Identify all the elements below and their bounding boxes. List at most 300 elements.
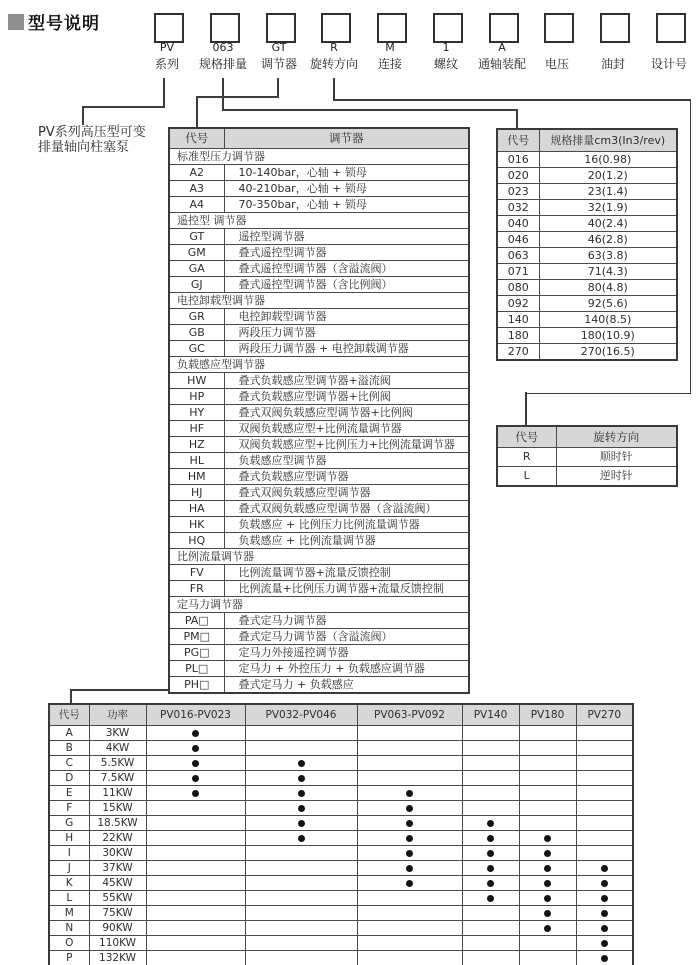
availability-cell-empty [462, 906, 519, 921]
availability-dot-icon [487, 865, 494, 872]
availability-dot-icon [544, 850, 551, 857]
availability-dot-icon [544, 880, 551, 887]
connector-line [222, 78, 224, 111]
power-value: 90KW [89, 921, 146, 936]
regulator-row [169, 629, 469, 645]
displacement-row [497, 248, 677, 264]
regulator-description: 两段压力调节器 + 电控卸载调节器 [224, 341, 469, 357]
power-code: D [49, 771, 89, 786]
power-row [49, 906, 633, 921]
regulator-description: 比例流量调节器+流量反馈控制 [224, 565, 469, 581]
availability-cell-marked [357, 831, 462, 846]
power-code: I [49, 846, 89, 861]
displacement-row-code: 071 [497, 264, 539, 280]
regulator-row [169, 229, 469, 245]
availability-cell-empty [357, 756, 462, 771]
regulator-row [169, 421, 469, 437]
model-code-value: GT [271, 41, 287, 54]
availability-cell-marked [357, 861, 462, 876]
connector-line [163, 78, 165, 108]
regulator-description: 双阀负载感应型+比例压力+比例流量调节器 [224, 437, 469, 453]
model-code-label: 电压 [544, 57, 570, 71]
displacement-row-code: 063 [497, 248, 539, 264]
regulator-description: 定马力外接遥控调节器 [224, 645, 469, 661]
displacement-row-code: 023 [497, 184, 539, 200]
regulator-code: HM [169, 469, 224, 485]
regulator-row [169, 389, 469, 405]
availability-cell-marked [245, 831, 357, 846]
regulator-description: 负载感应 + 比例流量调节器 [224, 533, 469, 549]
availability-cell-marked [462, 891, 519, 906]
column-header: 代号 [497, 426, 556, 448]
connector-line [690, 99, 692, 394]
power-code: L [49, 891, 89, 906]
availability-cell-marked [357, 846, 462, 861]
model-code-label: 设计号 [650, 57, 688, 71]
availability-cell-marked [357, 876, 462, 891]
displacement-row [497, 280, 677, 296]
availability-cell-empty [357, 906, 462, 921]
availability-dot-icon [487, 880, 494, 887]
model-code-box-5 [377, 13, 407, 43]
power-row [49, 756, 633, 771]
regulator-row [169, 197, 469, 213]
availability-cell-marked [519, 846, 576, 861]
availability-cell-marked [576, 861, 633, 876]
availability-dot-icon [601, 955, 608, 962]
availability-dot-icon [298, 760, 305, 767]
availability-dot-icon [487, 850, 494, 857]
column-header: 规格排量cm3(In3/rev) [539, 129, 677, 152]
rotation-row [497, 467, 677, 487]
availability-cell-empty [519, 786, 576, 801]
regulator-row [169, 341, 469, 357]
regulator-row [169, 565, 469, 581]
power-table [48, 703, 634, 965]
displacement-row-code: 092 [497, 296, 539, 312]
regulator-section-label: 电控卸载型调节器 [169, 293, 469, 309]
availability-cell-marked [245, 771, 357, 786]
regulator-code: PL□ [169, 661, 224, 677]
connector-line [516, 109, 518, 129]
power-value: 37KW [89, 861, 146, 876]
availability-cell-marked [462, 846, 519, 861]
availability-cell-empty [146, 951, 245, 965]
displacement-row-value: 20(1.2) [539, 168, 677, 184]
regulator-description: 叠式负载感应型调节器+溢流阀 [224, 373, 469, 389]
power-value: 22KW [89, 831, 146, 846]
regulator-row [169, 597, 469, 613]
regulator-code: HP [169, 389, 224, 405]
availability-cell-empty [245, 861, 357, 876]
regulator-code: A2 [169, 165, 224, 181]
displacement-row [497, 312, 677, 328]
power-value: 3KW [89, 726, 146, 741]
regulator-row [169, 261, 469, 277]
power-value: 110KW [89, 936, 146, 951]
model-code-value: R [330, 41, 338, 54]
displacement-row [497, 184, 677, 200]
model-code-label: 规格排量 [198, 57, 248, 71]
regulator-section-label: 比例流量调节器 [169, 549, 469, 565]
displacement-row-value: 140(8.5) [539, 312, 677, 328]
regulator-description: 叠式双阀负载感应型调节器（含溢流阀） [224, 501, 469, 517]
regulator-description: 叠式遥控型调节器 [224, 245, 469, 261]
displacement-row-value: 40(2.4) [539, 216, 677, 232]
availability-dot-icon [487, 835, 494, 842]
rotation-row-value: 逆时针 [556, 467, 677, 487]
regulator-code: GC [169, 341, 224, 357]
regulator-code: PG□ [169, 645, 224, 661]
regulator-row [169, 517, 469, 533]
title-bullet-icon [8, 14, 24, 30]
availability-cell-marked [576, 906, 633, 921]
availability-cell-empty [357, 951, 462, 965]
power-code: A [49, 726, 89, 741]
regulator-description: 叠式双阀负载感应型调节器+比例阀 [224, 405, 469, 421]
regulator-description: 40-210bar，心轴 + 锁母 [224, 181, 469, 197]
availability-cell-marked [462, 876, 519, 891]
availability-dot-icon [406, 865, 413, 872]
regulator-code: FR [169, 581, 224, 597]
regulator-code: FV [169, 565, 224, 581]
availability-cell-marked [462, 831, 519, 846]
displacement-row-code: 020 [497, 168, 539, 184]
column-header: 旋转方向 [556, 426, 677, 448]
availability-cell-marked [462, 816, 519, 831]
availability-dot-icon [192, 760, 199, 767]
regulator-row [169, 661, 469, 677]
availability-cell-empty [245, 936, 357, 951]
availability-dot-icon [544, 835, 551, 842]
column-header: PV180 [519, 704, 576, 726]
power-code: M [49, 906, 89, 921]
header-row [497, 129, 677, 152]
availability-cell-empty [146, 816, 245, 831]
availability-cell-empty [576, 846, 633, 861]
availability-cell-marked [245, 816, 357, 831]
regulator-code: PA□ [169, 613, 224, 629]
power-row [49, 816, 633, 831]
regulator-row [169, 165, 469, 181]
regulator-code: HZ [169, 437, 224, 453]
regulator-row [169, 677, 469, 694]
availability-cell-marked [576, 951, 633, 965]
availability-cell-empty [357, 921, 462, 936]
availability-cell-empty [462, 936, 519, 951]
availability-cell-empty [462, 801, 519, 816]
availability-dot-icon [601, 910, 608, 917]
connector-line [525, 393, 691, 395]
column-header: 功率 [89, 704, 146, 726]
power-value: 75KW [89, 906, 146, 921]
availability-cell-empty [146, 906, 245, 921]
power-row [49, 801, 633, 816]
regulator-description: 负载感应 + 比例压力比例流量调节器 [224, 517, 469, 533]
availability-cell-empty [462, 756, 519, 771]
regulator-section-label: 定马力调节器 [169, 597, 469, 613]
power-row [49, 831, 633, 846]
regulator-description: 两段压力调节器 [224, 325, 469, 341]
displacement-row-code: 040 [497, 216, 539, 232]
availability-cell-empty [462, 771, 519, 786]
connector-line [196, 96, 198, 128]
regulator-description: 负载感应型调节器 [224, 453, 469, 469]
header-row [497, 426, 677, 448]
regulator-row [169, 645, 469, 661]
regulator-row [169, 181, 469, 197]
rotation-row-code: R [497, 448, 556, 467]
regulator-row [169, 213, 469, 229]
power-row [49, 936, 633, 951]
availability-cell-empty [146, 936, 245, 951]
power-value: 11KW [89, 786, 146, 801]
availability-dot-icon [298, 790, 305, 797]
regulator-description: 叠式遥控型调节器（含比例阀） [224, 277, 469, 293]
displacement-row [497, 232, 677, 248]
displacement-row-value: 32(1.9) [539, 200, 677, 216]
availability-dot-icon [601, 895, 608, 902]
model-code-label: 系列 [154, 57, 180, 71]
power-code: B [49, 741, 89, 756]
displacement-table [496, 128, 678, 361]
column-header: 代号 [497, 129, 539, 152]
availability-cell-marked [245, 756, 357, 771]
availability-cell-empty [519, 936, 576, 951]
series-description-line1: PV系列高压型可变 [38, 125, 146, 140]
model-code-label: 调节器 [260, 57, 298, 71]
displacement-row-code: 032 [497, 200, 539, 216]
power-row [49, 741, 633, 756]
availability-cell-empty [576, 831, 633, 846]
availability-cell-empty [576, 756, 633, 771]
availability-cell-empty [146, 876, 245, 891]
regulator-code: GT [169, 229, 224, 245]
availability-dot-icon [601, 925, 608, 932]
displacement-row [497, 216, 677, 232]
power-code: K [49, 876, 89, 891]
availability-cell-marked [576, 921, 633, 936]
regulator-row [169, 277, 469, 293]
availability-cell-empty [519, 741, 576, 756]
power-code: H [49, 831, 89, 846]
model-code-box-3 [266, 13, 296, 43]
column-header: 代号 [49, 704, 89, 726]
availability-cell-empty [245, 921, 357, 936]
regulator-code: HK [169, 517, 224, 533]
regulator-description: 叠式遥控型调节器（含溢流阀） [224, 261, 469, 277]
regulator-description: 遥控型调节器 [224, 229, 469, 245]
availability-cell-empty [357, 771, 462, 786]
rotation-table [496, 425, 678, 487]
power-value: 15KW [89, 801, 146, 816]
rotation-row-code: L [497, 467, 556, 487]
availability-cell-marked [245, 786, 357, 801]
availability-dot-icon [406, 820, 413, 827]
availability-cell-marked [519, 906, 576, 921]
power-code: N [49, 921, 89, 936]
displacement-row-value: 180(10.9) [539, 328, 677, 344]
model-code-value: 1 [442, 41, 450, 54]
connector-line [82, 106, 165, 108]
header-row [49, 704, 633, 726]
availability-dot-icon [601, 940, 608, 947]
availability-cell-marked [357, 801, 462, 816]
regulator-row [169, 453, 469, 469]
availability-cell-empty [519, 756, 576, 771]
availability-cell-empty [146, 801, 245, 816]
column-header: 代号 [169, 128, 224, 149]
availability-dot-icon [298, 835, 305, 842]
power-code: O [49, 936, 89, 951]
column-header: PV032-PV046 [245, 704, 357, 726]
availability-cell-empty [519, 801, 576, 816]
availability-cell-empty [245, 951, 357, 965]
model-code-label: 油封 [600, 57, 626, 71]
power-row [49, 861, 633, 876]
regulator-description: 双阀负载感应型+比例流量调节器 [224, 421, 469, 437]
availability-cell-empty [357, 741, 462, 756]
availability-cell-marked [519, 891, 576, 906]
displacement-row-code: 046 [497, 232, 539, 248]
power-code: G [49, 816, 89, 831]
model-code-label: 连接 [377, 57, 403, 71]
availability-dot-icon [298, 775, 305, 782]
availability-dot-icon [601, 865, 608, 872]
availability-dot-icon [544, 925, 551, 932]
regulator-code: PM□ [169, 629, 224, 645]
availability-cell-marked [146, 771, 245, 786]
regulator-code: A4 [169, 197, 224, 213]
availability-cell-marked [146, 741, 245, 756]
availability-dot-icon [192, 730, 199, 737]
availability-cell-marked [462, 861, 519, 876]
availability-cell-marked [519, 876, 576, 891]
regulator-row [169, 149, 469, 165]
column-header: PV270 [576, 704, 633, 726]
regulator-code: A3 [169, 181, 224, 197]
model-code-box-4 [321, 13, 351, 43]
displacement-row [497, 200, 677, 216]
rotation-row [497, 448, 677, 467]
regulator-code: HA [169, 501, 224, 517]
regulator-row [169, 485, 469, 501]
regulator-code: GM [169, 245, 224, 261]
column-header: PV063-PV092 [357, 704, 462, 726]
column-header: PV140 [462, 704, 519, 726]
availability-dot-icon [406, 805, 413, 812]
regulator-table [168, 127, 470, 694]
regulator-description: 叠式定马力 + 负载感应 [224, 677, 469, 694]
regulator-code: GJ [169, 277, 224, 293]
availability-cell-empty [245, 726, 357, 741]
availability-cell-empty [576, 771, 633, 786]
availability-cell-empty [576, 741, 633, 756]
power-code: J [49, 861, 89, 876]
availability-cell-empty [357, 726, 462, 741]
power-value: 30KW [89, 846, 146, 861]
availability-dot-icon [487, 895, 494, 902]
availability-cell-empty [519, 771, 576, 786]
availability-cell-empty [519, 816, 576, 831]
power-value: 18.5KW [89, 816, 146, 831]
displacement-row-value: 92(5.6) [539, 296, 677, 312]
regulator-row [169, 549, 469, 565]
availability-cell-empty [519, 726, 576, 741]
regulator-description: 定马力 + 外控压力 + 负载感应调节器 [224, 661, 469, 677]
displacement-row-code: 016 [497, 152, 539, 168]
header-row [169, 128, 469, 149]
connector-line [196, 96, 279, 98]
availability-dot-icon [298, 805, 305, 812]
regulator-description: 比例流量+比例压力调节器+流量反馈控制 [224, 581, 469, 597]
availability-cell-empty [462, 726, 519, 741]
availability-cell-marked [519, 861, 576, 876]
availability-cell-empty [357, 936, 462, 951]
power-code: P [49, 951, 89, 965]
availability-cell-empty [357, 891, 462, 906]
power-row [49, 891, 633, 906]
availability-cell-empty [245, 906, 357, 921]
power-value: 5.5KW [89, 756, 146, 771]
displacement-row-code: 140 [497, 312, 539, 328]
connector-line [333, 78, 335, 101]
availability-dot-icon [544, 895, 551, 902]
model-code-label: 旋转方向 [309, 57, 359, 71]
availability-dot-icon [406, 835, 413, 842]
power-value: 132KW [89, 951, 146, 965]
power-code: E [49, 786, 89, 801]
availability-dot-icon [192, 790, 199, 797]
regulator-description: 70-350bar，心轴 + 锁母 [224, 197, 469, 213]
model-code-value: A [498, 41, 506, 54]
availability-cell-empty [576, 726, 633, 741]
displacement-row [497, 264, 677, 280]
power-value: 7.5KW [89, 771, 146, 786]
availability-cell-marked [245, 801, 357, 816]
displacement-row-value: 270(16.5) [539, 344, 677, 361]
displacement-row-value: 80(4.8) [539, 280, 677, 296]
availability-dot-icon [544, 910, 551, 917]
rotation-row-value: 顺时针 [556, 448, 677, 467]
regulator-row [169, 357, 469, 373]
availability-cell-marked [519, 831, 576, 846]
availability-cell-empty [576, 786, 633, 801]
availability-cell-empty [462, 786, 519, 801]
page-title [8, 9, 100, 34]
regulator-row [169, 405, 469, 421]
power-code: F [49, 801, 89, 816]
connector-line [222, 109, 518, 111]
availability-dot-icon [406, 880, 413, 887]
displacement-row [497, 344, 677, 361]
series-description-line2: 排量轴向柱塞泵 [38, 140, 130, 155]
availability-cell-marked [576, 891, 633, 906]
availability-cell-empty [245, 876, 357, 891]
availability-dot-icon [298, 820, 305, 827]
regulator-row [169, 581, 469, 597]
page-title-text: 型号说明 [28, 14, 100, 34]
availability-cell-marked [146, 726, 245, 741]
regulator-description: 10-140bar，心轴 + 锁母 [224, 165, 469, 181]
availability-cell-empty [462, 921, 519, 936]
displacement-row-value: 23(1.4) [539, 184, 677, 200]
connector-line [525, 392, 527, 426]
power-row [49, 921, 633, 936]
displacement-row [497, 328, 677, 344]
availability-dot-icon [406, 790, 413, 797]
regulator-description: 电控卸载型调节器 [224, 309, 469, 325]
